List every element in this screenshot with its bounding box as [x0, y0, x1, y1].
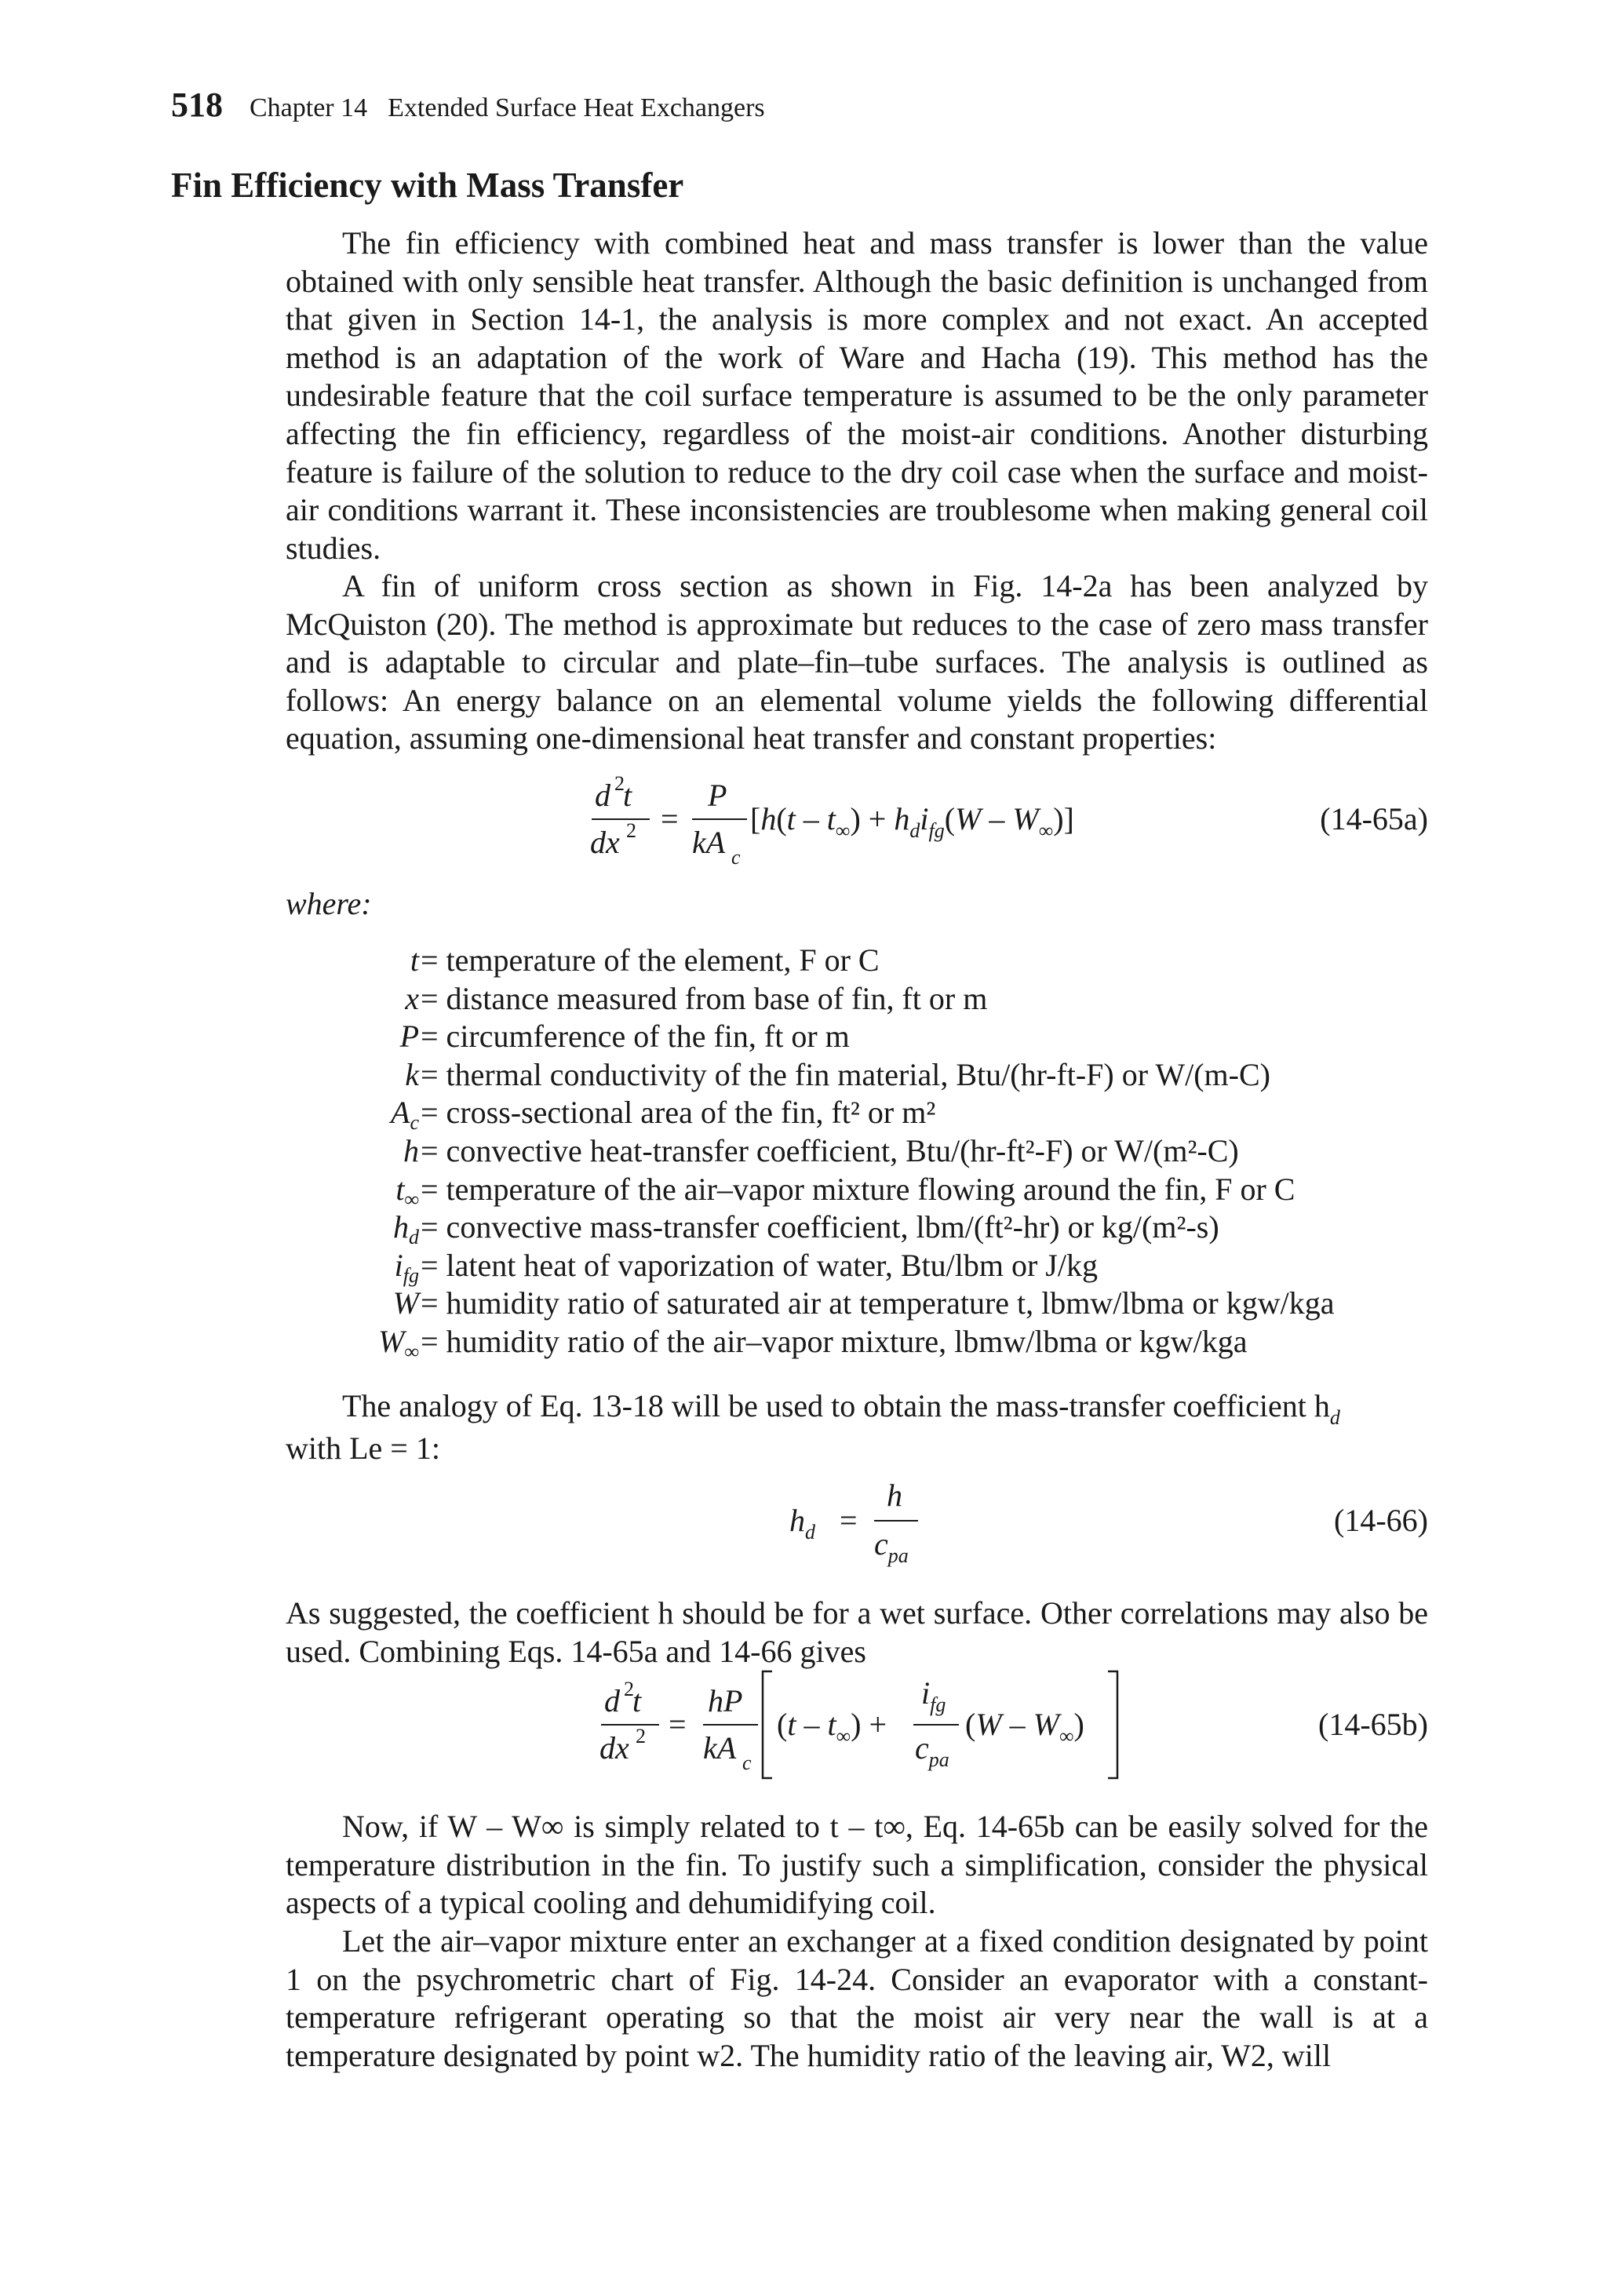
definition-symbol-subscript: ∞ — [404, 1187, 419, 1211]
eq65b-equals: = — [669, 1707, 687, 1742]
chapter-title: Extended Surface Heat Exchangers — [388, 93, 765, 122]
eq66-numerator: h — [887, 1478, 902, 1513]
definition-symbol: P — [399, 1019, 419, 1055]
page-number: 518 — [171, 86, 223, 124]
definition-text: = humidity ratio of saturated air at temperature t, lbmw/lbma or kgw/kga — [421, 1285, 1335, 1321]
eq66-number: (14-66) — [1334, 1503, 1428, 1538]
definition-text: = cross-sectional area of the fin, ft² or m² — [421, 1095, 936, 1131]
eq65a-equals: = — [661, 801, 679, 836]
eq65b-humidity-term: $(W - W_\infty)$ — [965, 1707, 1084, 1748]
running-head — [171, 88, 765, 126]
eq66-lhs: $h_d$ — [789, 1503, 815, 1543]
eq65b-temperature-term: $(t - t_\infty)$ + — [777, 1707, 887, 1748]
eq65a-lhs-denominator: dx 2 — [590, 819, 636, 860]
chapter-label: Chapter 14 — [250, 93, 368, 122]
definition-symbol: t — [410, 942, 419, 978]
eq65b-left-bracket — [760, 1670, 774, 1780]
definition-symbol: $h_d$ — [393, 1209, 419, 1249]
eq65b-lhs-denominator: dx 2 — [599, 1725, 646, 1766]
definition-text: = convective mass-transfer coefficient, lbm/(ft²-hr) or kg/(m²-s) — [421, 1209, 1219, 1245]
definition-text: = humidity ratio of the air–vapor mixture, lbmw/lbma or kgw/kga — [421, 1323, 1248, 1359]
definition-text: = distance measured from base of fin, ft or m — [421, 980, 988, 1016]
eq65b-rhs-fraction-bar — [703, 1724, 758, 1726]
paragraph-4-text: As suggested, the coefficient h should be for a wet surface. Other correlations may also be used. Combining Eqs. 14-65a and 14-66 gives — [286, 1595, 1428, 1669]
paragraph-3-text-b: with Le = 1: — [286, 1430, 440, 1466]
eq65b-ifg-fraction-bar — [913, 1724, 959, 1726]
eq65b-ifg-numerator: $i_{fg}$ — [921, 1675, 946, 1716]
eq66-equals: = — [840, 1503, 858, 1538]
eq65b-number: (14-65b) — [1318, 1707, 1428, 1742]
eq65a-lhs-numerator: d 2 t — [595, 772, 632, 813]
definition-symbol-subscript: fg — [403, 1263, 419, 1287]
eq65b-rhs-numerator: hP — [708, 1683, 743, 1718]
paragraph-3 — [286, 1387, 1428, 1467]
eq65b-right-bracket — [1106, 1670, 1121, 1780]
eq65a-bracket-expression: $[h(t - t_\infty) + h_di_{fg}(W - W_\infty)]$ — [750, 801, 1074, 842]
definition-symbol: $W_\infty$ — [378, 1323, 419, 1363]
definition-symbol: x — [405, 980, 419, 1016]
definition-symbol-subscript: d — [409, 1226, 419, 1249]
eq65a-rhs-numerator: P — [708, 778, 727, 813]
eq66-fraction-bar — [874, 1520, 918, 1522]
paragraph-6 — [286, 1922, 1428, 2075]
paragraph-2-text: A fin of uniform cross section as shown in Fig. 14-2a has been analyzed by McQuiston (20). The method is approximate but reduces to the case of zero mass transfer and is adaptable to circular and plate–fin–tube surfaces. The analysis is outlined as follows: An energy balance on an elemental volume yields the following differential equation, assuming one-dimensional heat transfer and constant properties: — [286, 568, 1428, 756]
eq65a-lhs-fraction-bar — [592, 818, 650, 820]
paragraph-2 — [286, 567, 1428, 758]
eq65b-cpa-denominator: $c_{pa}$ — [915, 1730, 949, 1771]
paragraph-5 — [286, 1808, 1428, 1922]
definition-text: = latent heat of vaporization of water, Btu/lbm or J/kg — [421, 1247, 1098, 1283]
hd-subscript: d — [1329, 1406, 1340, 1429]
definition-text: = temperature of the air–vapor mixture flowing around the fin, F or C — [421, 1171, 1295, 1207]
definition-text: = convective heat-transfer coefficient, Btu/(hr-ft²-F) or W/(m²-C) — [421, 1132, 1239, 1168]
definition-text: = temperature of the element, F or C — [421, 942, 880, 978]
paragraph-1-text: The fin efficiency with combined heat and mass transfer is lower than the value obtained with only sensible heat transfer. Although the basic definition is unchanged from that given in Section 14-1, the analysis is more complex and not exact. An accepted method is an adaptation of the work of Ware and Hacha (19). This method has the undesirable feature that the coil surface temperature is assumed to be the only parameter affecting the fin efficiency, regardless of the moist-air conditions. Another disturbing feature is failure of the solution to reduce to the dry coil case when the surface and moist-air conditions warrant it. These inconsistencies are troublesome when making general coil studies. — [286, 225, 1428, 566]
eq65b-lhs-fraction-bar — [601, 1724, 659, 1726]
paragraph-4 — [286, 1594, 1428, 1671]
definition-symbol: $t_\infty$ — [395, 1171, 419, 1211]
paragraph-6-text: Let the air–vapor mixture enter an exchanger at a fixed condition designated by point 1 on the psychrometric chart of Fig. 14-24. Consider an evaporator with a constant-temperature refrigerant operating so that the moist air very near the wall is at a temperature designated by point w2. The humidity ratio of the leaving air, W2, will — [286, 1923, 1428, 2073]
paragraph-3-text: The analogy of Eq. 13-18 will be used to obtain the mass-transfer coefficient h — [342, 1388, 1330, 1423]
definition-symbol: k — [405, 1056, 419, 1092]
paragraph-1 — [286, 224, 1428, 567]
definition-symbol: $i_{fg}$ — [394, 1247, 419, 1287]
where-label: where: — [286, 886, 372, 921]
eq65a-rhs-fraction-bar — [692, 818, 747, 820]
definition-text: = circumference of the fin, ft or m — [421, 1019, 850, 1055]
paragraph-5-text: Now, if W – W∞ is simply related to t – t∞, Eq. 14-65b can be easily solved for the temperature distribution in the fin. To justify such a simplification, consider the physical aspects of a typical cooling and dehumidifying coil. — [286, 1809, 1428, 1921]
section-title: Fin Efficiency with Mass Transfer — [171, 166, 684, 205]
eq65a-rhs-denominator: kA c — [692, 825, 741, 869]
eq65b-lhs-numerator: d 2 t — [604, 1678, 642, 1718]
definition-symbol-subscript: c — [410, 1111, 419, 1135]
definition-symbol: W — [392, 1285, 419, 1321]
definition-text: = thermal conductivity of the fin material, Btu/(hr-ft-F) or W/(m-C) — [421, 1056, 1270, 1092]
definition-symbol-subscript: ∞ — [404, 1339, 419, 1363]
eq65b-rhs-denominator: kA c — [703, 1730, 752, 1774]
definition-symbol: $A_c$ — [391, 1095, 419, 1135]
eq66-denominator: $c_{pa}$ — [874, 1526, 909, 1567]
definition-symbol: h — [403, 1132, 419, 1168]
eq65a-number: (14-65a) — [1320, 801, 1428, 836]
